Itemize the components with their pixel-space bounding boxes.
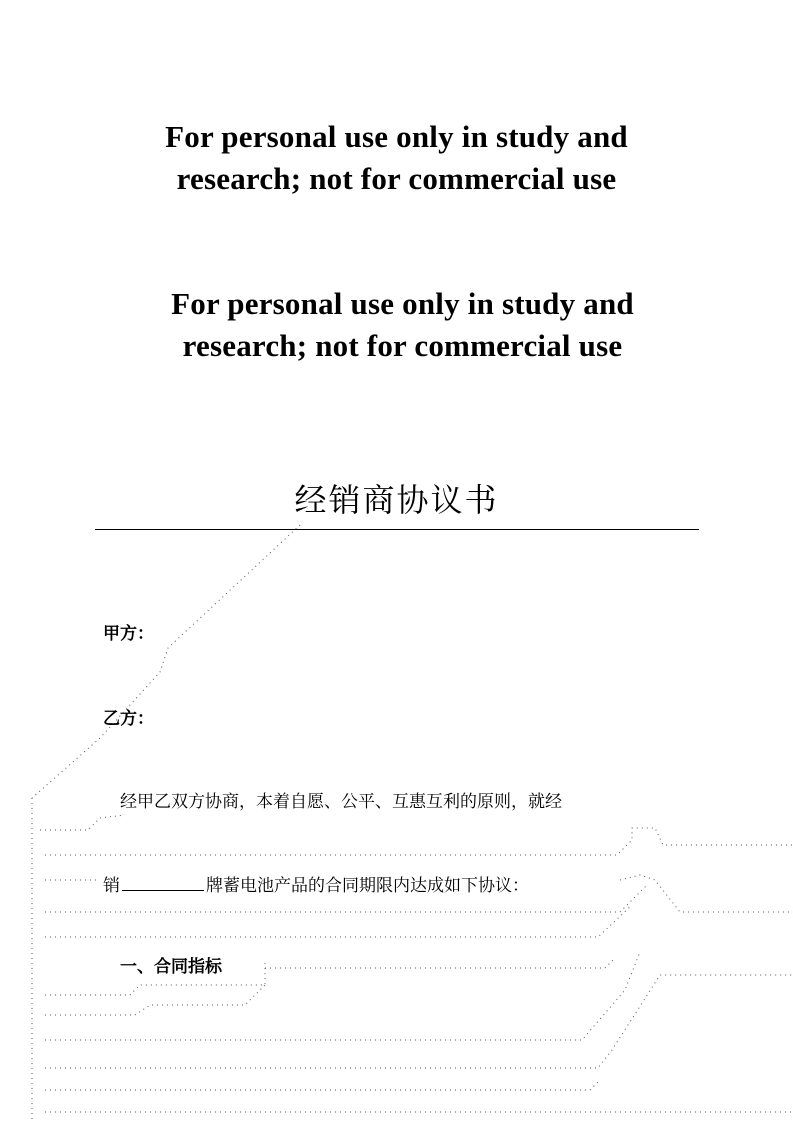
change-marker-row-9 bbox=[45, 985, 265, 1015]
change-marker-row-6 bbox=[45, 905, 632, 937]
disclaimer-line: For personal use only in study and bbox=[165, 119, 628, 154]
document-title: 经销商协议书 bbox=[294, 481, 499, 519]
disclaimer-line: research; not for commercial use bbox=[176, 161, 617, 196]
section-heading-contract-targets: 一、合同指标 bbox=[120, 957, 222, 977]
disclaimer-line: research; not for commercial use bbox=[182, 328, 623, 363]
change-marker-row-2 bbox=[45, 828, 793, 855]
disclaimer-block-2 bbox=[6, 283, 793, 367]
disclaimer-line: For personal use only in study and bbox=[171, 286, 634, 321]
intro-prefix: 销 bbox=[103, 876, 120, 896]
intro-paragraph-line-1: 经甲乙双方协商，本着自愿、公平、互惠互利的原则，就经 bbox=[120, 792, 562, 812]
party-a-label: 甲方： bbox=[103, 624, 154, 644]
brand-blank-field[interactable] bbox=[122, 874, 204, 891]
intro-paragraph-line-2 bbox=[103, 874, 529, 898]
change-marker-row-4 bbox=[620, 875, 793, 912]
change-marker-row-1 bbox=[40, 815, 125, 830]
party-b-label: 乙方： bbox=[103, 709, 154, 729]
title-underline bbox=[95, 529, 699, 530]
change-marker-diagonal bbox=[32, 525, 300, 798]
intro-suffix: 牌蓄电池产品的合同期限内达成如下协议： bbox=[206, 876, 529, 896]
disclaimer-block-1 bbox=[0, 116, 793, 200]
change-marker-row-11 bbox=[45, 975, 793, 1068]
change-marker-row-7 bbox=[265, 958, 615, 968]
change-marker-row-12 bbox=[45, 1080, 600, 1090]
